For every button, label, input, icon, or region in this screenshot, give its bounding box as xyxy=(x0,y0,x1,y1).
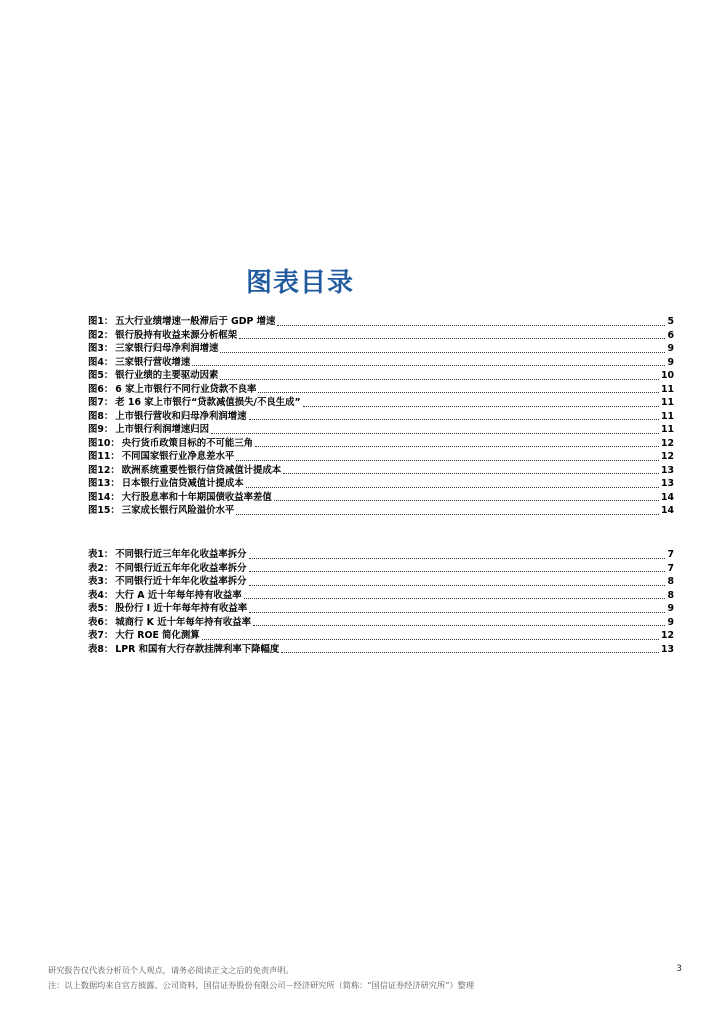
dotted-leader xyxy=(246,486,659,488)
figure-entry-page-number: 5 xyxy=(667,316,674,327)
figure-entry-title: 三家银行营收增速 xyxy=(115,356,191,368)
table-entry-label: 表6： xyxy=(88,616,114,628)
figure-toc-entry[interactable] xyxy=(88,410,674,424)
dotted-leader xyxy=(236,459,659,461)
figure-entry-label: 图2： xyxy=(88,329,114,341)
table-entry-title: 股份行 I 近十年每年持有收益率 xyxy=(115,603,248,614)
figure-entry-page-number: 13 xyxy=(660,478,674,489)
figure-entry-page-number: 11 xyxy=(660,397,674,408)
table-toc-entry[interactable] xyxy=(88,562,674,576)
figure-entry-title: 央行货币政策目标的不可能三角 xyxy=(121,437,254,449)
figure-entry-label: 图9： xyxy=(88,424,114,435)
table-entry-title: 城商行 K 近十年每年持有收益率 xyxy=(115,616,251,628)
figure-entry-label: 图11： xyxy=(88,451,120,462)
dotted-leader xyxy=(249,611,665,613)
dotted-leader xyxy=(253,624,666,626)
figure-entry-label: 图3： xyxy=(88,343,114,354)
figure-entry-page-number: 12 xyxy=(660,451,674,462)
dotted-leader xyxy=(283,472,659,474)
table-toc-entry[interactable] xyxy=(88,643,674,657)
figure-entry-label: 图14： xyxy=(88,491,120,503)
table-entry-title: 不同银行近十年年化收益率拆分 xyxy=(115,576,247,587)
figure-entry-label: 图5： xyxy=(88,370,114,381)
table-entry-page-number: 8 xyxy=(667,576,674,587)
figure-toc-entry[interactable] xyxy=(88,342,674,356)
figure-entry-page-number: 14 xyxy=(660,491,674,503)
dotted-leader xyxy=(281,651,659,653)
table-entry-page-number: 9 xyxy=(667,603,674,614)
dotted-leader xyxy=(192,364,665,366)
footer-source-note: 注：以上数据均来自官方披露、公司资料，国信证券股份有限公司－经济研究所（简称：“国信证券经济研究所”）整理 xyxy=(48,980,475,990)
figure-entry-page-number: 11 xyxy=(660,383,674,395)
table-entry-page-number: 7 xyxy=(667,549,674,560)
figure-entry-title: 五大行业绩增速一般滞后于 GDP 增速 xyxy=(115,316,276,327)
page-number: 3 xyxy=(676,964,682,974)
figure-entry-title: 日本银行业信贷减值计提成本 xyxy=(121,478,244,489)
figure-entry-label: 图6： xyxy=(88,383,114,395)
table-entry-title: 大行 ROE 简化测算 xyxy=(115,630,200,641)
figure-entry-label: 图1： xyxy=(88,316,114,327)
figure-entry-page-number: 9 xyxy=(667,356,674,368)
table-entry-label: 表8： xyxy=(88,643,114,655)
table-toc-entry[interactable] xyxy=(88,589,674,603)
figure-entry-title: 上市银行营收和归母净利润增速 xyxy=(115,410,247,422)
figure-entry-title: 老 16 家上市银行“贷款减值损失/不良生成” xyxy=(115,397,301,408)
figure-entry-page-number: 10 xyxy=(660,370,674,381)
dotted-leader xyxy=(255,445,659,447)
figure-entry-label: 图12： xyxy=(88,464,120,476)
figure-toc-entry[interactable] xyxy=(88,396,674,410)
figure-entry-page-number: 9 xyxy=(667,343,674,354)
dotted-leader xyxy=(258,391,659,393)
figure-entry-label: 图10： xyxy=(88,437,120,449)
page-title: 图表目录 xyxy=(245,268,354,298)
figure-toc-entry[interactable] xyxy=(88,423,674,437)
figure-toc-entry[interactable] xyxy=(88,369,674,383)
dotted-leader xyxy=(211,432,659,434)
table-entry-title: 不同银行近三年年化收益率拆分 xyxy=(115,549,247,560)
dotted-leader xyxy=(249,570,666,572)
table-entry-page-number: 9 xyxy=(667,616,674,628)
dotted-leader xyxy=(220,378,659,380)
table-toc-entry[interactable] xyxy=(88,629,674,643)
figure-toc-entry[interactable] xyxy=(88,315,674,329)
figure-entry-title: 银行业绩的主要驱动因素 xyxy=(115,370,219,381)
dotted-leader xyxy=(236,513,659,515)
figure-entry-page-number: 13 xyxy=(660,464,674,476)
dotted-leader xyxy=(220,351,665,353)
table-toc-entry[interactable] xyxy=(88,602,674,616)
table-entry-page-number: 8 xyxy=(667,589,674,601)
figure-entry-label: 图15： xyxy=(88,505,120,516)
figure-entry-label: 图8： xyxy=(88,410,114,422)
table-entry-label: 表7： xyxy=(88,630,114,641)
table-entry-label: 表5： xyxy=(88,603,114,614)
table-toc-entry[interactable] xyxy=(88,575,674,589)
dotted-leader xyxy=(303,405,659,407)
figure-entry-label: 图4： xyxy=(88,356,114,368)
dotted-leader xyxy=(239,337,665,339)
table-entry-label: 表3： xyxy=(88,576,114,587)
table-entry-label: 表2： xyxy=(88,562,114,574)
table-toc-entry[interactable] xyxy=(88,548,674,562)
table-entry-page-number: 13 xyxy=(660,643,674,655)
figure-entry-page-number: 14 xyxy=(660,505,674,516)
dotted-leader xyxy=(249,584,666,586)
figure-entry-page-number: 12 xyxy=(660,437,674,449)
footer-disclaimer: 研究报告仅代表分析员个人观点，请务必阅读正文之后的免责声明。 xyxy=(48,965,294,975)
table-entry-title: LPR 和国有大行存款挂牌利率下降幅度 xyxy=(115,643,280,655)
figure-entry-page-number: 11 xyxy=(660,410,674,422)
table-toc-list xyxy=(88,548,674,656)
dotted-leader xyxy=(249,557,666,559)
figure-entry-title: 6 家上市银行不同行业贷款不良率 xyxy=(115,383,257,395)
figure-toc-entry[interactable] xyxy=(88,437,674,451)
figure-toc-entry[interactable] xyxy=(88,450,674,464)
figure-entry-title: 不同国家银行业净息差水平 xyxy=(121,451,235,462)
figure-entry-title: 银行股持有收益来源分析框架 xyxy=(115,329,238,341)
figure-toc-entry[interactable] xyxy=(88,504,674,518)
figure-entry-label: 图7： xyxy=(88,397,114,408)
figure-toc-entry[interactable] xyxy=(88,329,674,343)
table-entry-title: 不同银行近五年年化收益率拆分 xyxy=(115,562,247,574)
table-entry-label: 表4： xyxy=(88,589,114,601)
figure-entry-page-number: 11 xyxy=(660,424,674,435)
figure-toc-entry[interactable] xyxy=(88,356,674,370)
table-toc-entry[interactable] xyxy=(88,616,674,630)
figure-toc-list xyxy=(88,315,674,518)
dotted-leader xyxy=(202,638,659,640)
table-entry-page-number: 7 xyxy=(667,562,674,574)
figure-toc-entry[interactable] xyxy=(88,491,674,505)
figure-toc-entry[interactable] xyxy=(88,464,674,478)
figure-entry-title: 上市银行利润增速归因 xyxy=(115,424,210,435)
figure-entry-title: 欧洲系统重要性银行信贷减值计提成本 xyxy=(121,464,282,476)
figure-entry-title: 大行股息率和十年期国债收益率差值 xyxy=(121,491,272,503)
figure-toc-entry[interactable] xyxy=(88,383,674,397)
table-entry-label: 表1： xyxy=(88,549,114,560)
dotted-leader xyxy=(244,597,666,599)
table-entry-page-number: 12 xyxy=(660,630,674,641)
dotted-leader xyxy=(249,418,659,420)
table-entry-title: 大行 A 近十年每年持有收益率 xyxy=(115,589,242,601)
figure-entry-title: 三家成长银行风险溢价水平 xyxy=(121,505,235,516)
dotted-leader xyxy=(277,324,665,326)
figure-entry-label: 图13： xyxy=(88,478,120,489)
figure-toc-entry[interactable] xyxy=(88,477,674,491)
dotted-leader xyxy=(274,499,659,501)
figure-entry-page-number: 6 xyxy=(667,329,674,341)
figure-entry-title: 三家银行归母净利润增速 xyxy=(115,343,219,354)
